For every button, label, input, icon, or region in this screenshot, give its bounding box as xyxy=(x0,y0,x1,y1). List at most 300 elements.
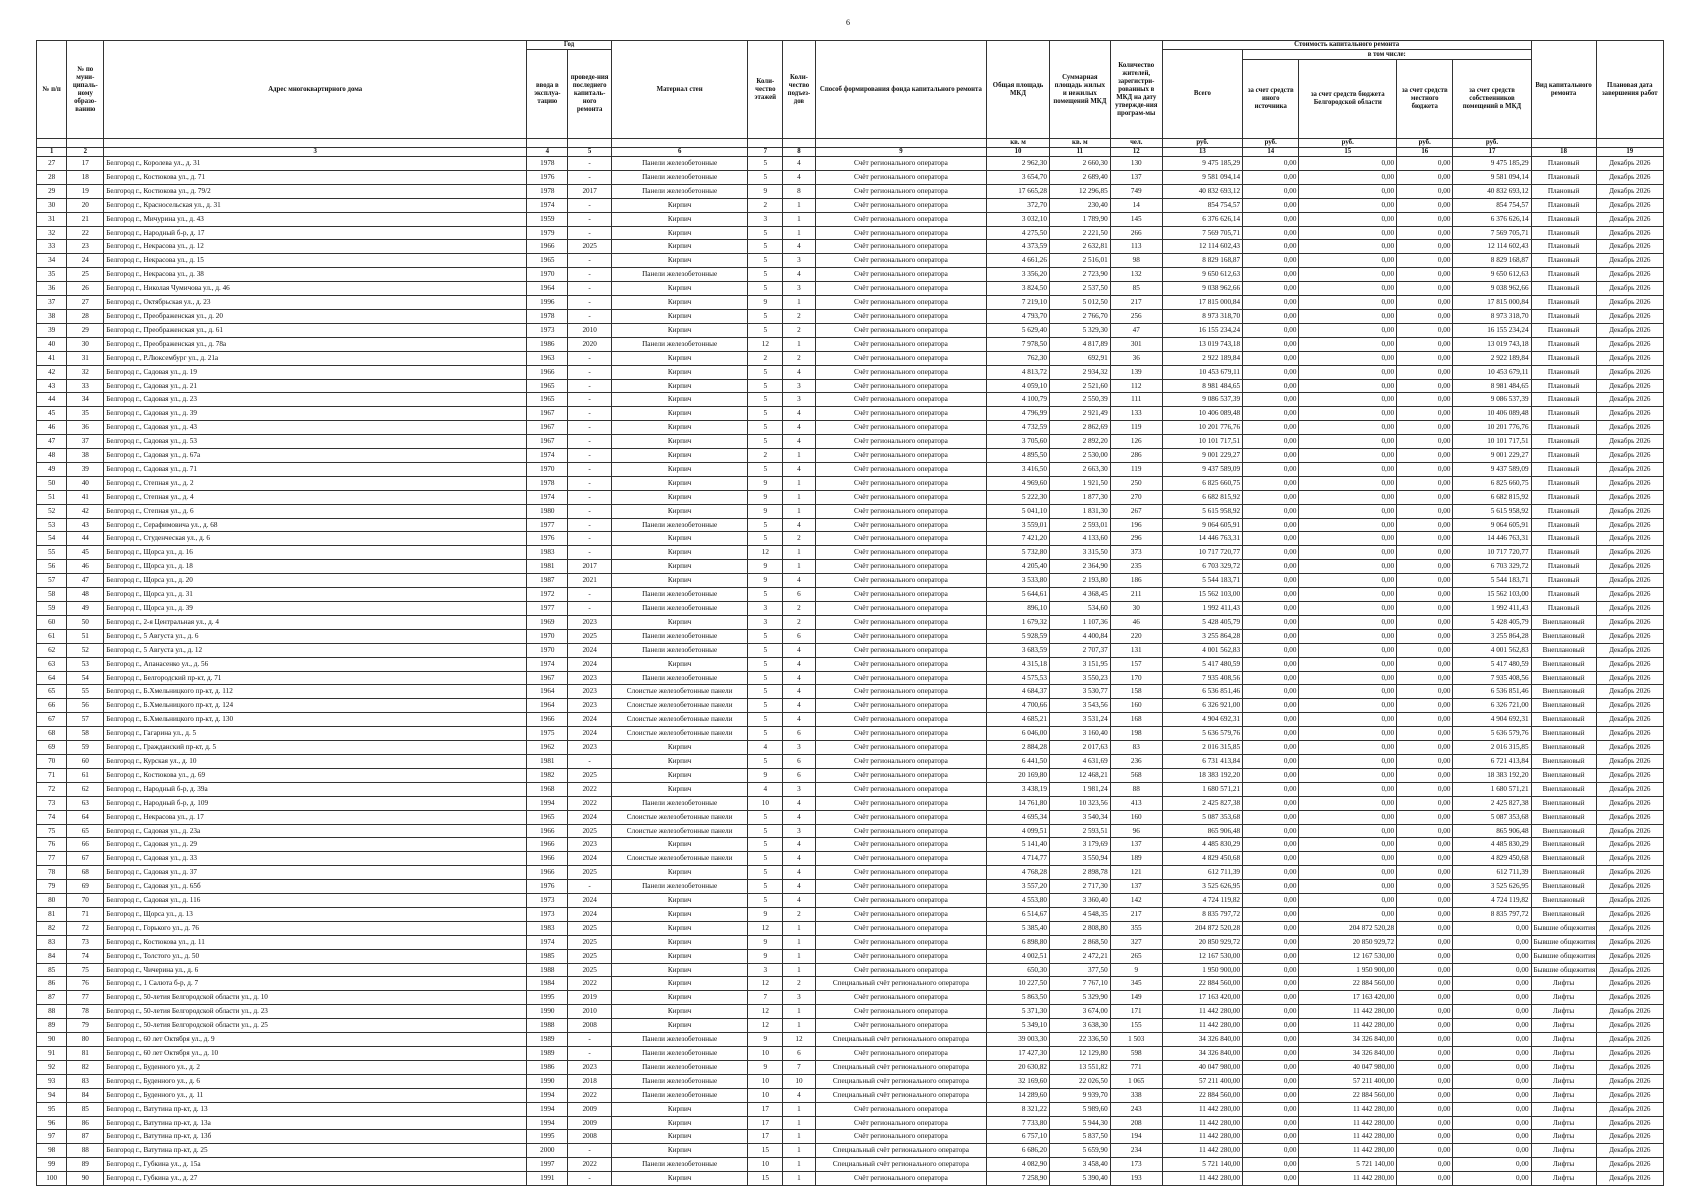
year-built-cell: 1984 xyxy=(527,977,568,991)
fund-method-cell: Счёт регионального оператора xyxy=(815,741,986,755)
year-built-cell: 1997 xyxy=(527,1158,568,1172)
floors-cell: 5 xyxy=(748,727,783,741)
table-row xyxy=(37,1047,1664,1061)
entrances-cell: 1 xyxy=(783,949,816,963)
row-number-cell: 56 xyxy=(37,560,67,574)
wall-material-cell: Кирпич xyxy=(611,894,748,908)
cost-other-cell: 0,00 xyxy=(1243,1060,1299,1074)
premises-area-cell: 12 468,21 xyxy=(1049,768,1110,782)
planned-date-cell: Декабрь 2026 xyxy=(1596,379,1663,393)
planned-date-cell: Декабрь 2026 xyxy=(1596,824,1663,838)
column-number-cell: 8 xyxy=(783,148,816,157)
column-number-cell: 2 xyxy=(67,148,104,157)
year-built-cell: 1970 xyxy=(527,629,568,643)
unit-cell xyxy=(568,139,611,148)
year-built-cell: 1976 xyxy=(527,880,568,894)
year-built-cell: 1967 xyxy=(527,435,568,449)
fund-method-cell: Счёт регионального оператора xyxy=(815,268,986,282)
wall-material-cell: Панели железобетонные xyxy=(611,643,748,657)
header-no: № п/п xyxy=(37,41,67,139)
planned-date-cell: Декабрь 2026 xyxy=(1596,810,1663,824)
year-repair-cell: - xyxy=(568,365,611,379)
cost-total-cell: 15 562 103,00 xyxy=(1162,588,1242,602)
repair-type-cell: Внеплановый xyxy=(1531,657,1596,671)
header-floors: Коли-чество этажей xyxy=(748,41,783,139)
fund-method-cell: Счёт регионального оператора xyxy=(815,212,986,226)
cost-total-cell: 9 001 229,27 xyxy=(1162,449,1242,463)
residents-cell: 217 xyxy=(1110,907,1162,921)
year-repair-cell: 2009 xyxy=(568,1116,611,1130)
cost-owners-cell: 4 904 692,31 xyxy=(1453,713,1531,727)
residents-cell: 88 xyxy=(1110,782,1162,796)
total-area-cell: 4 969,60 xyxy=(987,476,1050,490)
cost-region-cell: 0,00 xyxy=(1299,713,1397,727)
wall-material-cell: Кирпич xyxy=(611,866,748,880)
wall-material-cell: Панели железобетонные xyxy=(611,671,748,685)
total-area-cell: 5 041,10 xyxy=(987,504,1050,518)
cost-total-cell: 1 680 571,21 xyxy=(1162,782,1242,796)
cost-owners-cell: 5 544 183,71 xyxy=(1453,574,1531,588)
premises-area-cell: 3 179,69 xyxy=(1049,838,1110,852)
cost-other-cell: 0,00 xyxy=(1243,671,1299,685)
row-number-cell: 75 xyxy=(37,824,67,838)
floors-cell: 5 xyxy=(748,462,783,476)
column-number-cell: 10 xyxy=(987,148,1050,157)
wall-material-cell: Кирпич xyxy=(611,782,748,796)
premises-area-cell: 4 133,60 xyxy=(1049,532,1110,546)
cost-region-cell: 0,00 xyxy=(1299,337,1397,351)
floors-cell: 5 xyxy=(748,754,783,768)
fund-method-cell: Счёт регионального оператора xyxy=(815,810,986,824)
address-cell: Белгород г., Преображенская ул., д. 61 xyxy=(104,323,527,337)
repair-type-cell: Внеплановый xyxy=(1531,866,1596,880)
year-built-cell: 1978 xyxy=(527,476,568,490)
cost-owners-cell: 5 428 405,79 xyxy=(1453,615,1531,629)
floors-cell: 5 xyxy=(748,629,783,643)
address-cell: Белгород г., Толстого ул., д. 50 xyxy=(104,949,527,963)
entrances-cell: 1 xyxy=(783,198,816,212)
repair-type-cell: Лифты xyxy=(1531,1172,1596,1186)
muni-number-cell: 20 xyxy=(67,198,104,212)
row-number-cell: 83 xyxy=(37,935,67,949)
repair-type-cell: Внеплановый xyxy=(1531,768,1596,782)
cost-owners-cell: 5 615 958,92 xyxy=(1453,504,1531,518)
cost-local-cell: 0,00 xyxy=(1397,226,1453,240)
table-row xyxy=(37,588,1664,602)
muni-number-cell: 54 xyxy=(67,671,104,685)
residents-cell: 296 xyxy=(1110,532,1162,546)
floors-cell: 15 xyxy=(748,1144,783,1158)
year-repair-cell: 2009 xyxy=(568,1102,611,1116)
repair-type-cell: Плановый xyxy=(1531,198,1596,212)
entrances-cell: 6 xyxy=(783,1047,816,1061)
premises-area-cell: 5 989,60 xyxy=(1049,1102,1110,1116)
total-area-cell: 3 559,01 xyxy=(987,518,1050,532)
cost-region-cell: 0,00 xyxy=(1299,907,1397,921)
cost-total-cell: 5 087 353,68 xyxy=(1162,810,1242,824)
residents-cell: 160 xyxy=(1110,699,1162,713)
premises-area-cell: 2 516,01 xyxy=(1049,254,1110,268)
fund-method-cell: Счёт регионального оператора xyxy=(815,796,986,810)
muni-number-cell: 76 xyxy=(67,977,104,991)
cost-local-cell: 0,00 xyxy=(1397,518,1453,532)
entrances-cell: 4 xyxy=(783,838,816,852)
muni-number-cell: 58 xyxy=(67,727,104,741)
muni-number-cell: 75 xyxy=(67,963,104,977)
cost-owners-cell: 9 475 185,29 xyxy=(1453,157,1531,171)
cost-owners-cell: 0,00 xyxy=(1453,921,1531,935)
residents-cell: 220 xyxy=(1110,629,1162,643)
table-row xyxy=(37,462,1664,476)
total-area-cell: 7 421,20 xyxy=(987,532,1050,546)
cost-owners-cell: 8 981 484,65 xyxy=(1453,379,1531,393)
total-area-cell: 4 373,59 xyxy=(987,240,1050,254)
fund-method-cell: Счёт регионального оператора xyxy=(815,184,986,198)
cost-owners-cell: 9 650 612,63 xyxy=(1453,268,1531,282)
row-number-cell: 93 xyxy=(37,1074,67,1088)
cost-region-cell: 0,00 xyxy=(1299,421,1397,435)
row-number-cell: 33 xyxy=(37,240,67,254)
table-row xyxy=(37,504,1664,518)
repair-type-cell: Внеплановый xyxy=(1531,852,1596,866)
premises-area-cell: 3 315,50 xyxy=(1049,546,1110,560)
entrances-cell: 1 xyxy=(783,963,816,977)
muni-number-cell: 45 xyxy=(67,546,104,560)
year-repair-cell: - xyxy=(568,407,611,421)
planned-date-cell: Декабрь 2026 xyxy=(1596,699,1663,713)
cost-local-cell: 0,00 xyxy=(1397,713,1453,727)
planned-date-cell: Декабрь 2026 xyxy=(1596,337,1663,351)
planned-date-cell: Декабрь 2026 xyxy=(1596,532,1663,546)
residents-cell: 168 xyxy=(1110,713,1162,727)
cost-other-cell: 0,00 xyxy=(1243,518,1299,532)
entrances-cell: 6 xyxy=(783,727,816,741)
residents-cell: 149 xyxy=(1110,991,1162,1005)
cost-total-cell: 57 211 400,00 xyxy=(1162,1074,1242,1088)
column-number-cell: 11 xyxy=(1049,148,1110,157)
entrances-cell: 1 xyxy=(783,1116,816,1130)
address-cell: Белгород г., Щорса ул., д. 31 xyxy=(104,588,527,602)
planned-date-cell: Декабрь 2026 xyxy=(1596,296,1663,310)
year-repair-cell: 2023 xyxy=(568,741,611,755)
year-repair-cell: 2023 xyxy=(568,671,611,685)
cost-local-cell: 0,00 xyxy=(1397,1019,1453,1033)
planned-date-cell: Декабрь 2026 xyxy=(1596,741,1663,755)
cost-total-cell: 6 682 815,92 xyxy=(1162,490,1242,504)
residents-cell: 211 xyxy=(1110,588,1162,602)
year-built-cell: 1989 xyxy=(527,1033,568,1047)
cost-owners-cell: 612 711,39 xyxy=(1453,866,1531,880)
fund-method-cell: Счёт регионального оператора xyxy=(815,838,986,852)
cost-region-cell: 0,00 xyxy=(1299,685,1397,699)
muni-number-cell: 18 xyxy=(67,170,104,184)
table-row xyxy=(37,449,1664,463)
table-row xyxy=(37,880,1664,894)
fund-method-cell: Счёт регионального оператора xyxy=(815,449,986,463)
muni-number-cell: 51 xyxy=(67,629,104,643)
planned-date-cell: Декабрь 2026 xyxy=(1596,991,1663,1005)
row-number-cell: 84 xyxy=(37,949,67,963)
planned-date-cell: Декабрь 2026 xyxy=(1596,435,1663,449)
cost-local-cell: 0,00 xyxy=(1397,852,1453,866)
cost-total-cell: 11 442 280,00 xyxy=(1162,1116,1242,1130)
table-row xyxy=(37,1116,1664,1130)
row-number-cell: 90 xyxy=(37,1033,67,1047)
entrances-cell: 1 xyxy=(783,490,816,504)
planned-date-cell: Декабрь 2026 xyxy=(1596,198,1663,212)
repair-type-cell: Внеплановый xyxy=(1531,838,1596,852)
wall-material-cell: Кирпич xyxy=(611,546,748,560)
muni-number-cell: 78 xyxy=(67,1005,104,1019)
cost-owners-cell: 0,00 xyxy=(1453,1019,1531,1033)
cost-region-cell: 0,00 xyxy=(1299,407,1397,421)
total-area-cell: 17 665,28 xyxy=(987,184,1050,198)
floors-cell: 5 xyxy=(748,713,783,727)
address-cell: Белгород г., Николая Чумичова ул., д. 46 xyxy=(104,282,527,296)
cost-local-cell: 0,00 xyxy=(1397,296,1453,310)
entrances-cell: 3 xyxy=(783,782,816,796)
repair-type-cell: Лифты xyxy=(1531,1033,1596,1047)
year-repair-cell: 2025 xyxy=(568,866,611,880)
year-built-cell: 1978 xyxy=(527,309,568,323)
total-area-cell: 5 385,40 xyxy=(987,921,1050,935)
cost-region-cell: 12 167 530,00 xyxy=(1299,949,1397,963)
table-row xyxy=(37,184,1664,198)
cost-region-cell: 34 326 840,00 xyxy=(1299,1033,1397,1047)
floors-cell: 2 xyxy=(748,351,783,365)
entrances-cell: 2 xyxy=(783,351,816,365)
cost-local-cell: 0,00 xyxy=(1397,574,1453,588)
table-row xyxy=(37,1158,1664,1172)
cost-owners-cell: 7 569 705,71 xyxy=(1453,226,1531,240)
year-repair-cell: 2008 xyxy=(568,1019,611,1033)
cost-total-cell: 22 884 560,00 xyxy=(1162,1088,1242,1102)
row-number-cell: 76 xyxy=(37,838,67,852)
repair-type-cell: Плановый xyxy=(1531,421,1596,435)
floors-cell: 12 xyxy=(748,1019,783,1033)
entrances-cell: 3 xyxy=(783,379,816,393)
header-local-budget: за счет средств местного бюджета xyxy=(1397,60,1453,139)
cost-other-cell: 0,00 xyxy=(1243,560,1299,574)
header-year-group: Год xyxy=(527,41,612,50)
year-repair-cell: 2022 xyxy=(568,782,611,796)
table-row xyxy=(37,615,1664,629)
premises-area-cell: 2 898,78 xyxy=(1049,866,1110,880)
year-repair-cell: 2025 xyxy=(568,629,611,643)
residents-cell: 160 xyxy=(1110,810,1162,824)
planned-date-cell: Декабрь 2026 xyxy=(1596,643,1663,657)
fund-method-cell: Счёт регионального оператора xyxy=(815,532,986,546)
cost-region-cell: 0,00 xyxy=(1299,170,1397,184)
planned-date-cell: Декабрь 2026 xyxy=(1596,1088,1663,1102)
cost-owners-cell: 13 019 743,18 xyxy=(1453,337,1531,351)
fund-method-cell: Счёт регионального оператора xyxy=(815,157,986,171)
repair-type-cell: Плановый xyxy=(1531,184,1596,198)
year-repair-cell: 2023 xyxy=(568,1060,611,1074)
table-row xyxy=(37,421,1664,435)
cost-owners-cell: 17 815 000,84 xyxy=(1453,296,1531,310)
floors-cell: 4 xyxy=(748,741,783,755)
cost-owners-cell: 9 038 962,66 xyxy=(1453,282,1531,296)
cost-total-cell: 9 437 589,09 xyxy=(1162,462,1242,476)
year-repair-cell: 2023 xyxy=(568,699,611,713)
table-row xyxy=(37,282,1664,296)
cost-local-cell: 0,00 xyxy=(1397,240,1453,254)
row-number-cell: 80 xyxy=(37,894,67,908)
residents-cell: 250 xyxy=(1110,476,1162,490)
row-number-cell: 67 xyxy=(37,713,67,727)
wall-material-cell: Кирпич xyxy=(611,991,748,1005)
wall-material-cell: Кирпич xyxy=(611,1102,748,1116)
entrances-cell: 1 xyxy=(783,449,816,463)
fund-method-cell: Счёт регионального оператора xyxy=(815,1130,986,1144)
year-repair-cell: - xyxy=(568,490,611,504)
cost-other-cell: 0,00 xyxy=(1243,379,1299,393)
planned-date-cell: Декабрь 2026 xyxy=(1596,768,1663,782)
floors-cell: 5 xyxy=(748,309,783,323)
table-row xyxy=(37,1144,1664,1158)
wall-material-cell: Кирпич xyxy=(611,754,748,768)
address-cell: Белгород г., Ватутина пр-кт, д. 13 xyxy=(104,1102,527,1116)
year-built-cell: 1973 xyxy=(527,907,568,921)
table-row xyxy=(37,1060,1664,1074)
cost-region-cell: 0,00 xyxy=(1299,198,1397,212)
fund-method-cell: Счёт регионального оператора xyxy=(815,407,986,421)
year-built-cell: 1981 xyxy=(527,754,568,768)
wall-material-cell: Кирпич xyxy=(611,309,748,323)
address-cell: Белгород г., Чичерина ул., д. 6 xyxy=(104,963,527,977)
unit-cell: руб. xyxy=(1299,139,1397,148)
cost-region-cell: 0,00 xyxy=(1299,588,1397,602)
year-repair-cell: - xyxy=(568,1033,611,1047)
wall-material-cell: Кирпич xyxy=(611,907,748,921)
table-row xyxy=(37,991,1664,1005)
row-number-cell: 82 xyxy=(37,921,67,935)
repair-type-cell: Лифты xyxy=(1531,977,1596,991)
residents-cell: 373 xyxy=(1110,546,1162,560)
address-cell: Белгород г., Королева ул., д. 31 xyxy=(104,157,527,171)
cost-other-cell: 0,00 xyxy=(1243,240,1299,254)
total-area-cell: 4 002,51 xyxy=(987,949,1050,963)
page-number: 6 xyxy=(846,18,850,27)
year-built-cell: 1982 xyxy=(527,768,568,782)
row-number-cell: 44 xyxy=(37,393,67,407)
total-area-cell: 5 141,40 xyxy=(987,838,1050,852)
row-number-cell: 29 xyxy=(37,184,67,198)
premises-area-cell: 3 160,40 xyxy=(1049,727,1110,741)
fund-method-cell: Счёт регионального оператора xyxy=(815,935,986,949)
year-built-cell: 1962 xyxy=(527,741,568,755)
row-number-cell: 85 xyxy=(37,963,67,977)
floors-cell: 9 xyxy=(748,1060,783,1074)
cost-region-cell: 20 850 929,72 xyxy=(1299,935,1397,949)
address-cell: Белгород г., Степная ул., д. 6 xyxy=(104,504,527,518)
repair-type-cell: Плановый xyxy=(1531,337,1596,351)
unit-cell xyxy=(748,139,783,148)
residents-cell: 236 xyxy=(1110,754,1162,768)
cost-local-cell: 0,00 xyxy=(1397,615,1453,629)
fund-method-cell: Счёт регионального оператора xyxy=(815,991,986,1005)
cost-local-cell: 0,00 xyxy=(1397,337,1453,351)
muni-number-cell: 50 xyxy=(67,615,104,629)
cost-other-cell: 0,00 xyxy=(1243,1033,1299,1047)
cost-region-cell: 11 442 280,00 xyxy=(1299,1019,1397,1033)
planned-date-cell: Декабрь 2026 xyxy=(1596,184,1663,198)
cost-owners-cell: 12 114 602,43 xyxy=(1453,240,1531,254)
premises-area-cell: 2 593,01 xyxy=(1049,518,1110,532)
cost-local-cell: 0,00 xyxy=(1397,741,1453,755)
premises-area-cell: 5 390,40 xyxy=(1049,1172,1110,1186)
cost-region-cell: 0,00 xyxy=(1299,880,1397,894)
header-incl-group: в том числе: xyxy=(1243,50,1532,60)
cost-local-cell: 0,00 xyxy=(1397,1074,1453,1088)
premises-area-cell: 3 531,24 xyxy=(1049,713,1110,727)
repair-type-cell: Плановый xyxy=(1531,226,1596,240)
cost-owners-cell: 0,00 xyxy=(1453,963,1531,977)
planned-date-cell: Декабрь 2026 xyxy=(1596,796,1663,810)
wall-material-cell: Кирпич xyxy=(611,323,748,337)
year-built-cell: 1979 xyxy=(527,226,568,240)
total-area-cell: 7 733,80 xyxy=(987,1116,1050,1130)
cost-owners-cell: 7 935 408,56 xyxy=(1453,671,1531,685)
cost-other-cell: 0,00 xyxy=(1243,1102,1299,1116)
floors-cell: 9 xyxy=(748,768,783,782)
cost-local-cell: 0,00 xyxy=(1397,866,1453,880)
year-built-cell: 1988 xyxy=(527,963,568,977)
year-built-cell: 1973 xyxy=(527,894,568,908)
cost-owners-cell: 8 973 318,70 xyxy=(1453,309,1531,323)
fund-method-cell: Счёт регионального оператора xyxy=(815,546,986,560)
table-row xyxy=(37,754,1664,768)
floors-cell: 10 xyxy=(748,1074,783,1088)
cost-region-cell: 0,00 xyxy=(1299,782,1397,796)
cost-local-cell: 0,00 xyxy=(1397,1172,1453,1186)
row-number-cell: 70 xyxy=(37,754,67,768)
cost-other-cell: 0,00 xyxy=(1243,754,1299,768)
floors-cell: 5 xyxy=(748,254,783,268)
premises-area-cell: 2 660,30 xyxy=(1049,157,1110,171)
row-number-cell: 73 xyxy=(37,796,67,810)
year-built-cell: 1966 xyxy=(527,713,568,727)
muni-number-cell: 40 xyxy=(67,476,104,490)
year-repair-cell: 2022 xyxy=(568,1088,611,1102)
fund-method-cell: Счёт регионального оператора xyxy=(815,699,986,713)
year-repair-cell: - xyxy=(568,546,611,560)
premises-area-cell: 377,50 xyxy=(1049,963,1110,977)
repair-type-cell: Внеплановый xyxy=(1531,713,1596,727)
cost-owners-cell: 1 992 411,43 xyxy=(1453,602,1531,616)
premises-area-cell: 3 530,77 xyxy=(1049,685,1110,699)
address-cell: Белгород г., Преображенская ул., д. 20 xyxy=(104,309,527,323)
total-area-cell: 4 700,66 xyxy=(987,699,1050,713)
fund-method-cell: Счёт регионального оператора xyxy=(815,602,986,616)
year-built-cell: 1974 xyxy=(527,490,568,504)
wall-material-cell: Кирпич xyxy=(611,254,748,268)
address-cell: Белгород г., Садовая ул., д. 23а xyxy=(104,824,527,838)
wall-material-cell: Кирпич xyxy=(611,574,748,588)
repair-type-cell: Плановый xyxy=(1531,407,1596,421)
cost-total-cell: 40 832 693,12 xyxy=(1162,184,1242,198)
entrances-cell: 2 xyxy=(783,323,816,337)
row-number-cell: 60 xyxy=(37,615,67,629)
unit-cell xyxy=(611,139,748,148)
wall-material-cell: Кирпич xyxy=(611,226,748,240)
year-repair-cell: - xyxy=(568,476,611,490)
muni-number-cell: 39 xyxy=(67,462,104,476)
repair-type-cell: Лифты xyxy=(1531,1116,1596,1130)
premises-area-cell: 692,91 xyxy=(1049,351,1110,365)
planned-date-cell: Декабрь 2026 xyxy=(1596,657,1663,671)
